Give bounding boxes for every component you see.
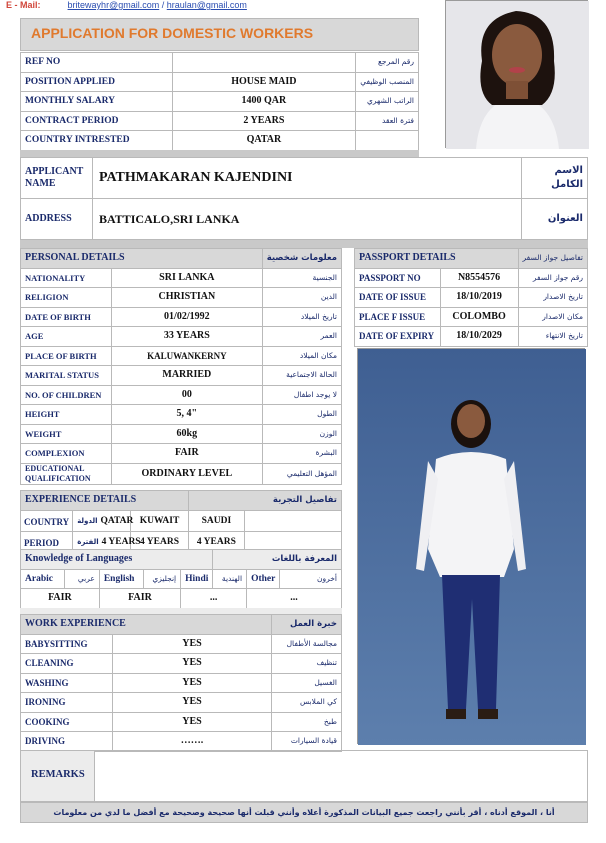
full-body-photo [357, 348, 585, 744]
experience-period-label-ar: الفترة [77, 537, 99, 546]
passport-value: 18/10/2029 [440, 327, 518, 347]
personal-row [21, 288, 342, 308]
form-title: APPLICATION FOR DOMESTIC WORKERS [31, 25, 314, 41]
portrait-photo-image [446, 1, 589, 149]
passport-row [355, 327, 588, 347]
personal-label: NATIONALITY [21, 268, 112, 288]
passport-label-ar: مكان الاصدار [518, 307, 587, 327]
language-name-ar: عربي [64, 569, 99, 589]
remarks-box [20, 750, 588, 802]
language-name: English [99, 569, 143, 589]
applicant-name-label: APPLICANT NAME [21, 158, 93, 199]
work-label-ar: طبخ [272, 712, 342, 732]
job-label: CONTRACT PERIOD [21, 111, 173, 131]
personal-row [21, 463, 342, 484]
work-row [21, 732, 342, 752]
personal-value: MARRIED [111, 366, 262, 386]
personal-label-ar: الدين [262, 288, 341, 308]
personal-label-ar: الوزن [262, 424, 341, 444]
personal-row [21, 444, 342, 464]
job-value [172, 53, 356, 73]
applicant-name-row [21, 158, 588, 199]
personal-label-ar: الطول [262, 405, 341, 425]
personal-value: 00 [111, 385, 262, 405]
job-row [21, 111, 419, 131]
personal-value: 60kg [111, 424, 262, 444]
personal-details-table [20, 248, 342, 485]
passport-label: DATE OF EXPIRY [355, 327, 441, 347]
personal-label: WEIGHT [21, 424, 112, 444]
job-row [21, 92, 419, 112]
job-label: REF NO [21, 53, 173, 73]
work-label: IRONING [21, 693, 113, 713]
passport-label: PLACE F ISSUE [355, 307, 441, 327]
work-row [21, 654, 342, 674]
declaration-text: أنا ، الموقع أدناه ، أقر بأنني راجعت جميع البيانات المذكورة أعلاه وأنني قبلت أنها صحيحة وصحيحة مع أفضل ما لدي من معلومات [53, 808, 555, 817]
work-experience-title-ar: خبرة العمل [272, 615, 342, 635]
passport-label: PASSPORT NO [355, 268, 441, 288]
passport-details-header [355, 249, 588, 269]
experience-period: 4 YEARS [101, 536, 141, 547]
job-value: 1400 QAR [172, 92, 356, 112]
work-row [21, 693, 342, 713]
address-label-ar: العنوان [522, 199, 588, 240]
title-bar [20, 18, 419, 51]
applicant-name-value: PATHMAKARAN KAJENDINI [92, 158, 521, 199]
languages-table [20, 549, 342, 609]
work-label: DRIVING [21, 732, 113, 752]
personal-label-ar: البشرة [262, 444, 341, 464]
personal-label: MARITAL STATUS [21, 366, 112, 386]
personal-label-ar: مكان الميلاد [262, 346, 341, 366]
work-row [21, 634, 342, 654]
experience-country: QATAR [100, 515, 134, 526]
work-row [21, 673, 342, 693]
languages-title: Knowledge of Languages [21, 550, 213, 570]
work-label: CLEANING [21, 654, 113, 674]
passport-details-table [354, 248, 588, 347]
passport-label-ar: تاريخ الاصدار [518, 288, 587, 308]
work-value: ……. [112, 732, 271, 752]
language-level: FAIR [99, 589, 180, 609]
personal-row [21, 346, 342, 366]
language-name-ar: إنجليزي [143, 569, 181, 589]
language-name: Hindi [181, 569, 213, 589]
personal-value: 5, 4" [111, 405, 262, 425]
personal-label-ar: الحالة الاجتماعية [262, 366, 341, 386]
job-label-ar [356, 131, 419, 151]
experience-details-table [20, 490, 342, 553]
work-value: YES [112, 634, 271, 654]
passport-value: N8554576 [440, 268, 518, 288]
personal-label-ar: تاريخ الميلاد [262, 307, 341, 327]
personal-label: HEIGHT [21, 405, 112, 425]
passport-value: COLOMBO [440, 307, 518, 327]
personal-label: PLACE OF BIRTH [21, 346, 112, 366]
job-label-ar: رقم المرجع [356, 53, 419, 73]
passport-value: 18/10/2019 [440, 288, 518, 308]
personal-label: NO. OF CHILDREN [21, 385, 112, 405]
email-link-2[interactable]: hraulan@gmail.com [166, 0, 247, 10]
passport-label-ar: رقم جواز السفر [518, 268, 587, 288]
personal-label: EDUCATIONAL QUALIFICATION [21, 463, 112, 484]
work-value: YES [112, 654, 271, 674]
email-link-1[interactable]: britewayhr@gmail.com [67, 0, 160, 10]
job-row [21, 53, 419, 73]
experience-country: SAUDI [188, 510, 244, 531]
passport-label: DATE OF ISSUE [355, 288, 441, 308]
passport-details-title: PASSPORT DETAILS [355, 249, 519, 269]
personal-row [21, 366, 342, 386]
passport-row [355, 268, 588, 288]
personal-details-title: PERSONAL DETAILS [21, 249, 263, 269]
job-info-table [20, 52, 419, 151]
work-experience-table [20, 614, 342, 752]
experience-country-label-ar: الدولة [77, 516, 98, 525]
divider-bar [20, 240, 588, 248]
personal-value: 33 YEARS [111, 327, 262, 347]
personal-row [21, 307, 342, 327]
address-value: BATTICALO,SRI LANKA [92, 199, 521, 240]
job-label: COUNTRY INTRESTED [21, 131, 173, 151]
job-value: 2 YEARS [172, 111, 356, 131]
divider-bar [20, 150, 419, 157]
personal-label-ar: الجنسية [262, 268, 341, 288]
job-value: HOUSE MAID [172, 72, 356, 92]
job-label-ar: فترة العقد [356, 111, 419, 131]
personal-label-ar: المؤهل التعليمي [262, 463, 341, 484]
personal-value: CHRISTIAN [111, 288, 262, 308]
experience-country-row [21, 510, 342, 531]
work-value: YES [112, 693, 271, 713]
passport-row [355, 307, 588, 327]
language-level: ... [247, 589, 342, 609]
work-experience-title: WORK EXPERIENCE [21, 615, 272, 635]
experience-period: 4 YEARS [131, 531, 189, 552]
personal-label-ar: العمر [262, 327, 341, 347]
personal-details-title-ar: معلومات شخصية [262, 249, 341, 269]
language-level: FAIR [21, 589, 100, 609]
language-name-ar: الهندية [213, 569, 247, 589]
language-name: Arabic [21, 569, 65, 589]
full-body-photo-image [358, 349, 586, 745]
personal-value: SRI LANKA [111, 268, 262, 288]
passport-row [355, 288, 588, 308]
job-label-ar: الراتب الشهري [356, 92, 419, 112]
experience-details-title-ar: تفاصيل التجربة [188, 491, 341, 511]
portrait-photo [445, 0, 588, 148]
work-label-ar: الغسيل [272, 673, 342, 693]
work-row [21, 712, 342, 732]
personal-row [21, 268, 342, 288]
job-row [21, 131, 419, 151]
job-label: POSITION APPLIED [21, 72, 173, 92]
experience-period-label: PERIOD [24, 537, 60, 548]
personal-label: COMPLEXION [21, 444, 112, 464]
personal-row [21, 424, 342, 444]
personal-label: AGE [21, 327, 112, 347]
language-name-ar: أخرون [280, 569, 342, 589]
language-level: ... [181, 589, 247, 609]
work-label-ar: كي الملابس [272, 693, 342, 713]
work-label-ar: تنظيف [272, 654, 342, 674]
remarks-label-cell [21, 751, 95, 801]
personal-value: FAIR [111, 444, 262, 464]
languages-levels-row [21, 589, 342, 609]
work-label: WASHING [21, 673, 113, 693]
languages-names-row [21, 569, 342, 589]
experience-details-title: EXPERIENCE DETAILS [21, 491, 189, 511]
job-label-ar: المنصب الوظيفي [356, 72, 419, 92]
applicant-name-label-ar: الاسم الكامل [522, 158, 588, 199]
passport-label-ar: تاريخ الانتهاء [518, 327, 587, 347]
address-label: ADDRESS [21, 199, 93, 240]
personal-value: KALUWANKERNY [111, 346, 262, 366]
work-label-ar: مجالسة الأطفال [272, 634, 342, 654]
experience-details-header [21, 491, 342, 511]
experience-country: KUWAIT [131, 510, 189, 531]
job-label: MONTHLY SALARY [21, 92, 173, 112]
languages-title-ar: المعرفة باللغات [213, 550, 342, 570]
work-label: COOKING [21, 712, 113, 732]
personal-label: DATE OF BIRTH [21, 307, 112, 327]
personal-label: RELIGION [21, 288, 112, 308]
work-value: YES [112, 712, 271, 732]
passport-details-title-ar: تفاصيل جواز السفر [518, 249, 587, 269]
declaration-bar [20, 802, 588, 823]
email-separator: / [159, 0, 167, 10]
personal-row [21, 385, 342, 405]
work-label-ar: قيادة السيارات [272, 732, 342, 752]
language-name: Other [247, 569, 280, 589]
personal-value: 01/02/1992 [111, 307, 262, 327]
address-row [21, 199, 588, 240]
email-line [6, 0, 247, 10]
experience-country-label: COUNTRY [24, 516, 70, 527]
personal-row [21, 405, 342, 425]
work-value: YES [112, 673, 271, 693]
applicant-table [20, 157, 588, 240]
personal-row [21, 327, 342, 347]
job-value: QATAR [172, 131, 356, 151]
personal-value: ORDINARY LEVEL [111, 463, 262, 484]
languages-header [21, 550, 342, 570]
work-experience-header [21, 615, 342, 635]
remarks-label: REMARKS [31, 769, 85, 780]
personal-details-header [21, 249, 342, 269]
job-row [21, 72, 419, 92]
email-label: E - Mail: [6, 0, 41, 10]
personal-label-ar: لا يوجد اطفال [262, 385, 341, 405]
experience-period: 4 YEARS [188, 531, 244, 552]
work-label: BABYSITTING [21, 634, 113, 654]
